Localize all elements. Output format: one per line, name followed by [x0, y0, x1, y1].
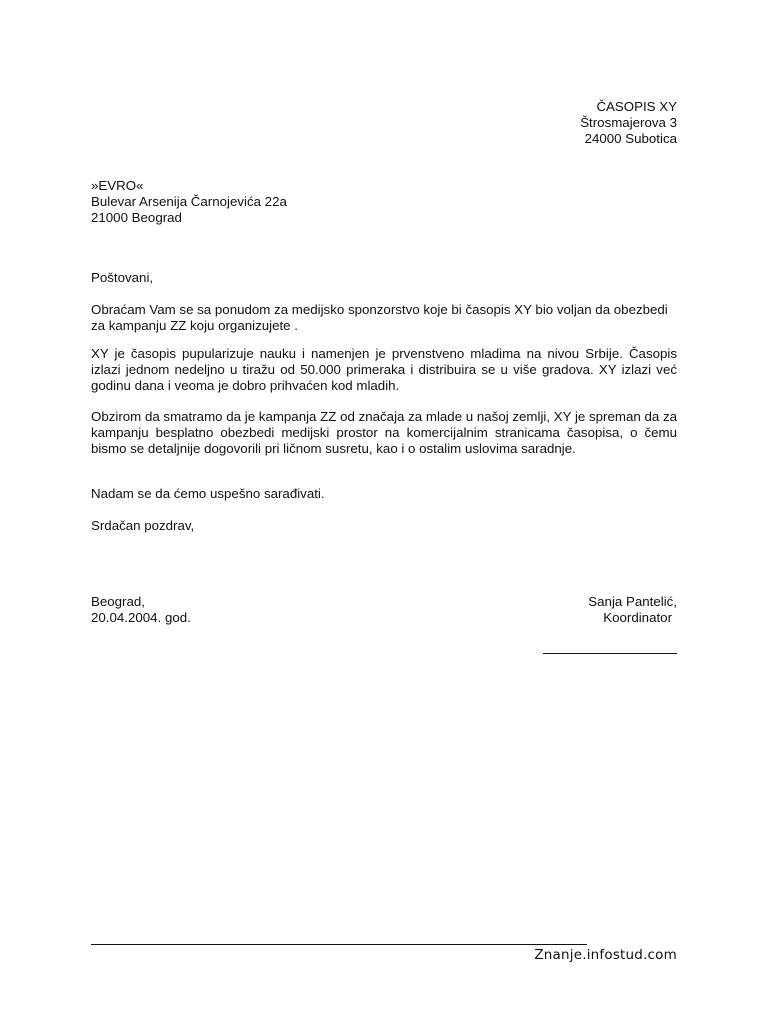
paragraph-offer: Obraćam Vam se sa ponudom za medijsko sponzorstvo koje bi časopis XY bio voljan da obezbedi za kampanju ZZ koju organizujete . — [91, 302, 668, 333]
letter-greeting: Poštovani, — [91, 270, 154, 285]
signer-title: Koordinator — [603, 610, 672, 625]
place-date-block — [91, 594, 191, 626]
recipient-address-block — [91, 178, 287, 226]
sender-street: Štrosmajerova 3 — [580, 115, 677, 130]
footer-divider — [91, 944, 587, 945]
recipient-name: »EVRO« — [91, 178, 144, 193]
sender-name: ČASOPIS XY — [596, 99, 677, 114]
recipient-street: Bulevar Arsenija Čarnojevića 22a — [91, 194, 287, 209]
sender-city: 24000 Subotica — [584, 131, 677, 146]
footer-site: Znanje.infostud.com — [534, 947, 677, 963]
letter-closing: Srdačan pozdrav, — [91, 518, 195, 533]
letter-date: 20.04.2004. god. — [91, 610, 191, 625]
paragraph-hope: Nadam se da ćemo uspešno sarađivati. — [91, 486, 325, 501]
letter-place: Beograd, — [91, 594, 145, 609]
recipient-city: 21000 Beograd — [91, 210, 182, 225]
signature-line — [543, 653, 677, 654]
sender-address-block — [580, 99, 677, 147]
paragraph-about-magazine: XY je časopis pupularizuje nauku i namenjen je prvenstveno mladima na nivou Srbije. Časopis izlazi jednom nedeljno u tiražu od 50.000 primeraka i distribuira se u više gradova. XY izlazi već godinu dana i veoma je dobro prihvaćen kod mladih. — [91, 346, 677, 393]
signer-block — [588, 594, 677, 626]
signer-name: Sanja Pantelić, — [588, 594, 677, 609]
paragraph-proposal: Obzirom da smatramo da je kampanja ZZ od značaja za mlade u našoj zemlji, XY je spreman da za kampanju besplatno obezbedi medijski prostor na komercijalnim stranicama časopisa, o čemu bismo se detaljnije dogovorili pri ličnom susretu, kao i o ostalim uslovima saradnje. — [91, 409, 677, 456]
